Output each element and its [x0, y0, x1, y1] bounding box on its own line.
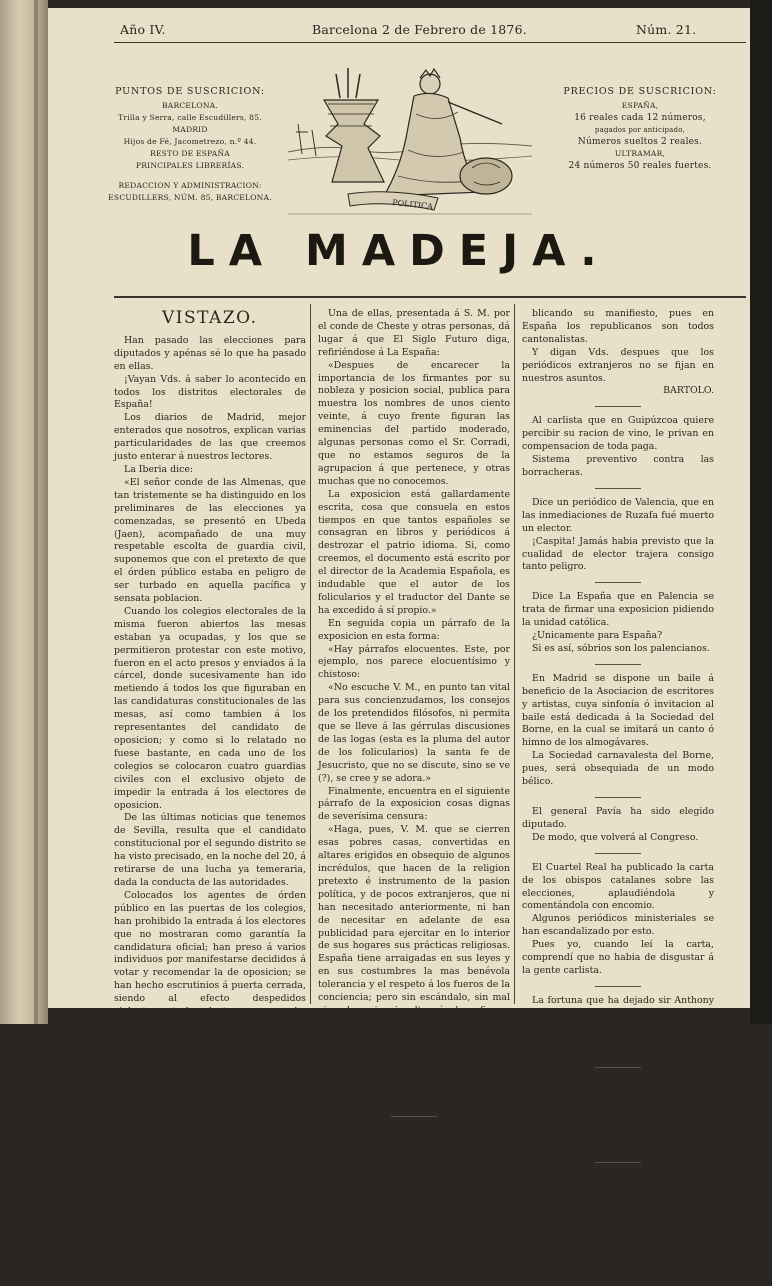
paragraph: De modo, que volverá al Congreso. — [532, 831, 699, 843]
newspaper-page — [48, 8, 750, 1285]
paragraph: De las últimas noticias que tenemos de Sevilla, resulta que el candidato constitucional por el segundo distrito se ha visto precisado, en la noche del 20, á retirarse de una lucha ya temeraria, dada la conducta de las autoridades. — [114, 812, 306, 888]
paragraph: Pues yo, cuando leí la carta, comprendí que no habia de disgustar á la gente carlista. — [522, 939, 714, 976]
section-divider — [595, 488, 641, 489]
paragraph: «El partido constitucional se retrae. Pormenores por el correo.» — [114, 1096, 306, 1121]
subscription-prices-line: 16 reales cada 12 números, — [574, 113, 706, 123]
verse-line: sobre la unidad católica. — [548, 1115, 665, 1127]
spine-fold — [34, 0, 38, 1024]
paragraph: Si de nuestra prensa pasamos á la extranjera, la encontramos enterada de los asuntos españoles como siempre; esto es, mal enterada. — [318, 1125, 510, 1175]
paragraph: ¿Unicamente para España? — [532, 630, 663, 642]
author-signature: BARTOLO. — [663, 385, 714, 397]
verse-line: presentan exposiciones — [548, 1102, 660, 1114]
paragraph: «Despues de encarecer la importancia de los firmantes por su nobleza y posicion social, publica para muestra los nombres de unos ciento veinte, á cuyo frente figuran las eminencias del partido moderado, algunas personas como el Sr. Corradi, que no estamos seguros de la agrupacion á que pertenece, y otras muchas que no conocemos. — [318, 359, 510, 487]
subscription-prices-line: ULTRAMAR, — [614, 149, 666, 158]
paragraph: ¡Caspita! Jamás habia previsto que la cualidad de elector trajera consigo tanto peligro. — [522, 535, 714, 573]
paragraph: En Madrid se dispone un baile á beneficio de la Asociacion de escritores y artistas, cuya sinfonía ó invitacion al baile está dedicada á la Sociedad del Borne, en la cual se imitará un canto ó himno de los almogávares. — [522, 672, 714, 749]
paragraph: Una bicoca. — [532, 1046, 589, 1058]
subscription-prices-heading: PRECIOS DE SUSCRICION: — [563, 86, 717, 97]
newspaper-title: LA MADEJA. — [187, 226, 611, 276]
paragraph: La Iberia dice: — [124, 463, 194, 475]
paragraph: La exposicion está gallardamente escrita, cosa que consuela en estos tiempos en que tantos españoles se consagran en libros y periódicos á destrozar el patrio idioma. Si, como creemos, el documento está escrito por el director de la Academia Española, es indudable que el autor de los folicularios y el traductor del Dante se ha excedido á sí propio.» — [318, 488, 510, 616]
paragraph: Si de lo pasado venimos á lo que está pasando, nos encontramos con las exposiciones en pro de la unidad católica. — [114, 1234, 306, 1285]
masthead-date: Barcelona 2 de Febrero de 1876. — [312, 22, 527, 37]
subscription-points-line: PRINCIPALES LIBRERÍAS. — [135, 161, 245, 170]
editorial-office-line: ESCUDILLERS, NÚM. 85, BARCELONA. — [108, 193, 272, 202]
paragraph: La Presse de Viena ha reproducido un suelto de la Gaceta de Colonia, diciendo que el señor Castelar ha dificultado mucho su eleccion pu- — [318, 1176, 510, 1227]
allegory-illustration — [288, 64, 532, 218]
section-divider — [595, 853, 641, 854]
illustration-banner-text: POLITICA — [391, 198, 434, 212]
paragraph: «Haga, pues, V. M. que se cierren esas pobres casas, convertidas en altares erigidos en obsequio de algunos incrédulos, que hacen de la religion pretexto é instrumento de la pasion política, y de pocos extranjeros, que ni han necesitado anteriormente, ni han de necesitar en adelante de esa publicidad para ejercitar en lo interior de sus hogares sus prácticas religiosas. España tiene arraigadas en sus leyes y en sus costumbres la mas benévola tolerancia y el respeto á los fueros de la conciencia; pero sin escándalo, sin mal ejemplo, sin insulto á las firmes creencias de un pueblo entero, que tambien tiene el derecho de disfrutar incólume su libertad religiosa.» — [318, 824, 510, 1055]
section-divider — [595, 1162, 641, 1163]
paragraph: Sistema preventivo contra las borracheras. — [522, 454, 714, 478]
section-divider — [391, 1116, 437, 1117]
subscription-points-line: Trilla y Serra, calle Escudillers, 85. — [118, 113, 262, 122]
section-divider — [595, 986, 641, 987]
paragraph: Y con esto saben mis lectores algo de lo que ha pasado. — [114, 1199, 306, 1224]
paragraph: Colocados los agentes de órden público en las puertas de los colegios, han prohibido la entrada á los electores que no mostraran como garantía la candidatura oficial; han preso á varios individuos por manifestarse decididos á votar y recomendar la de oposicion; se han hecho escrutinios á puerta cerrada, siendo al efecto despedidos violentamente los electores; y no se ha omitido medio, por reprobado que sea, para asegurar el éxito de los ministeriales. — [114, 889, 306, 1056]
paragraph: ¡Vayan Vds. á saber lo acontecido en todos los distritos electorales de España! — [114, 373, 306, 411]
paragraph: Y digan Vds. despues que los periódicos extranjeros no se fijan en nuestros asuntos. — [522, 346, 714, 384]
article-column-1 — [114, 308, 306, 1286]
title-rule — [114, 296, 746, 298]
editorial-office-line: REDACCION Y ADMINISTRACION: — [118, 181, 262, 190]
paragraph: En seguida copia un párrafo de la exposicion en esta forma: — [318, 617, 510, 642]
article-column-2 — [318, 308, 510, 1228]
paragraph: Finalmente, encuentra en el siguiente párrafo de la exposicion cosas dignas de severísima censura: — [318, 785, 510, 823]
paragraph: Las decoraciones, bailes, música y trajes de La mágia nueva llaman extraordinariamente la atencion del público. Por esto y á pesar de las pocas condiciones del libreto, creemos que La mágia nueva dará muchos llenos al teatro Principal. — [522, 1170, 714, 1260]
paragraph: «No escuche V. M., en punto tan vital para sus concienzudamos, los consejos de los pretendidos filósofos, ni permita que se lleve á las gérrulas discusiones de las logas (esta es la pluma del autor de los folicularios) la santa fe de Jesucristo, que no se discute, sino se ve (?), se cree y se adora.» — [318, 682, 510, 784]
paragraph: El Cuartel Real ha publicado la carta de los obispos catalanes sobre las elecciones, aplaudiéndola y comentándola con encomio. — [522, 861, 714, 912]
subscription-prices-line: pagados por anticipado, — [594, 126, 686, 134]
subscription-points-line: BARCELONA. — [162, 101, 218, 110]
subscription-points — [108, 86, 272, 204]
verse-line: de la nobleza española — [548, 1089, 657, 1101]
paragraph: No esperaban seguramente los fervorosos firmantes de la exposicion las censuras de un periódico ultramontano como El Siglo Futuro. — [318, 1056, 510, 1107]
paragraph: Nuestros amigos de Palma de Mallorca nos dirigen, con fecha de ayer, el siguiente telégrama: — [114, 1057, 306, 1095]
subscription-prices — [558, 86, 722, 172]
paragraph: «Constituida mesa interina en Toen, fué destituida por la fuerza pública, atropello que se ha hecho acreditar por notario.» — [114, 1148, 306, 1198]
paragraph: Si es así, sóbrios son los palencianos. — [532, 642, 710, 654]
paragraph: Cuando los colegios electorales de la misma fueron abiertos las mesas estaban ya ocupadas, y los que se permitieron protestar con este motivo, fueron en el acto presos y enviados á la cárcel, donde sucesivamente han ido metiendo á todos los que figuraban en las candidaturas constitucionales de las mesas, así como tambien á los representantes del candidato de oposicion; y como si lo relatado no fuese bastante, en cada uno de los colegios se colocaron cuatro guardias civiles con el exclusivo objeto de impedir la entrada á los electores de oposicion. — [114, 605, 306, 811]
paragraph: Los diarios de Madrid, mejor enterados que nosotros, explican varias particularidades de las que creemos justo enterar á nuestros lectores. — [114, 412, 306, 463]
masthead-year: Año IV. — [120, 22, 166, 37]
verse-line: Dicese que muchas damas — [548, 1076, 674, 1088]
paragraph: Dice un periódico de Valencia, que en las inmediaciones de Ruzafa fué muerto un elector. — [522, 496, 714, 534]
subscription-prices-line: ESPAÑA, — [621, 101, 659, 110]
column-divider — [514, 304, 515, 1004]
book-spine — [0, 0, 48, 1024]
scan-background — [750, 0, 772, 1024]
paragraph: De Orense hemos recibido otro telégrama que dice así: — [114, 1122, 306, 1147]
section-divider — [595, 1067, 641, 1068]
subscription-points-line: RESTO DE ESPAÑA — [150, 149, 230, 158]
verse-line: Yo no la expondria asi, — [548, 1128, 656, 1140]
paragraph: «El señor conde de las Almenas, que tan tristemente se ha distinguido en los preliminares de las elecciones ya comenzadas, se presentó en Ubeda (Jaen), acompañado de una muy respetable escolta de guardia civil, suponemos que con el pretexto de que el órden público estaba en peligro de ser turbado en aquella pacífica y sensata poblacion. — [114, 476, 306, 605]
column-divider — [310, 304, 311, 1004]
subscription-points-heading: PUNTOS DE SUSCRICION: — [115, 86, 265, 97]
masthead-rule — [114, 42, 746, 43]
paragraph: Una de ellas, presentada á S. M. por el conde de Cheste y otras personas, dá lugar á que El Siglo Futuro diga, refiriéndose á La España: — [318, 308, 510, 358]
paragraph: Han pasado las elecciones para diputados y apénas sé lo que ha pasado en ellas. — [114, 334, 306, 372]
paragraph: La Sociedad carnavalesta del Borne, pues, será obsequiada de un modo bélico. — [522, 750, 714, 788]
subscription-points-line: Hijos de Fé, Jacometrezo, n.º 44. — [123, 137, 257, 146]
article-column-3 — [522, 308, 714, 1261]
subscription-prices-line: Números sueltos 2 reales. — [577, 137, 703, 147]
paragraph: «Hay párrafos elocuentes. Este, por ejemplo, nos parece elocuentísimo y chistoso: — [318, 643, 510, 681]
subscription-points-line: MADRID — [172, 125, 208, 134]
paragraph: Algunos periódicos ministeriales se han escandalizado por esto. — [522, 913, 714, 938]
article-heading: VISTAZO. — [162, 308, 258, 328]
section-divider — [595, 664, 641, 665]
paragraph: Dice La España que en Palencia se trata de firmar una exposicion pidiendo la unidad católica. — [522, 591, 714, 629]
section-divider — [595, 582, 641, 583]
paragraph: blicando su manifiesto, pues en España los republicanos son todos cantonalistas. — [522, 308, 714, 345]
masthead-number: Núm. 21. — [636, 22, 697, 37]
section-divider — [595, 797, 641, 798]
paragraph: El general Pavía ha sido elegido diputado. — [522, 806, 714, 830]
subscription-prices-line: 24 números 50 reales fuertes. — [568, 161, 712, 171]
section-divider — [595, 406, 641, 407]
verse-line: y dispensen las señoras. — [548, 1140, 664, 1152]
paragraph: La fortuna que ha dejado sir Anthony Rotschild, se eleva á diez millones de libras esterlinas; unos mil millones de reales próximamente. — [522, 994, 714, 1045]
paragraph: Al carlista que en Guipúzcoa quiere percibir su racion de vino, le privan en compensacion de toda paga. — [522, 415, 714, 453]
